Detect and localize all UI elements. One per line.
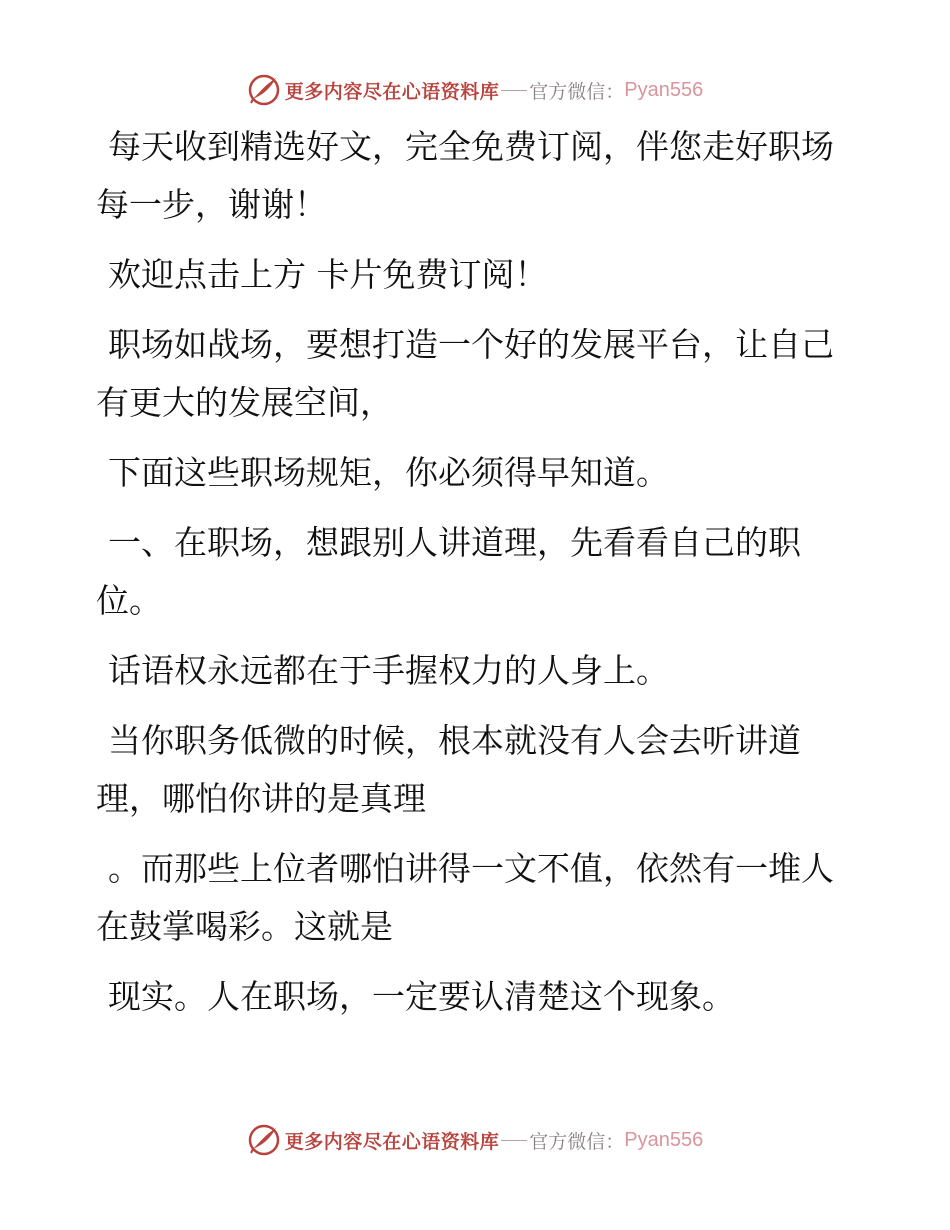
header-dash-divider bbox=[501, 90, 527, 91]
quill-logo-icon bbox=[247, 73, 281, 107]
footer-wechat-id: Pyan556 bbox=[624, 1128, 704, 1151]
footer-brand-text: 更多内容尽在心语资料库 bbox=[284, 1130, 500, 1153]
paragraph: 每天收到精选好文，完全免费订阅，伴您走好职场每一步，谢谢！ bbox=[96, 127, 834, 224]
quill-logo-icon bbox=[247, 1123, 281, 1157]
paragraph: 职场如战场，要想打造一个好的发展平台，让自己有更大的发展空间， bbox=[96, 325, 834, 422]
paragraph: 。而那些上位者哪怕讲得一文不值，依然有一堆人在鼓掌喝彩。这就是 bbox=[96, 849, 834, 946]
paragraph: 话语权永远都在于手握权力的人身上。 bbox=[108, 651, 669, 690]
paragraph: 当你职务低微的时候，根本就没有人会去听讲道理，哪怕你讲的是真理 bbox=[96, 721, 801, 818]
document-body bbox=[96, 118, 836, 1038]
header-banner bbox=[0, 70, 950, 110]
header-brand-text: 更多内容尽在心语资料库 bbox=[284, 80, 500, 103]
paragraph: 下面这些职场规矩，你必须得早知道。 bbox=[108, 453, 669, 492]
paragraph: 现实。人在职场，一定要认清楚这个现象。 bbox=[108, 977, 735, 1016]
header-wechat-label: 官方微信： bbox=[529, 80, 625, 103]
paragraph: 欢迎点击上方 卡片免费订阅！ bbox=[108, 255, 548, 294]
paragraph: 一、在职场，想跟别人讲道理，先看看自己的职位。 bbox=[96, 523, 801, 620]
footer-wechat-label: 官方微信： bbox=[529, 1130, 625, 1153]
footer-banner bbox=[0, 1120, 950, 1160]
footer-dash-divider bbox=[501, 1140, 527, 1141]
header-wechat-id: Pyan556 bbox=[624, 78, 704, 101]
